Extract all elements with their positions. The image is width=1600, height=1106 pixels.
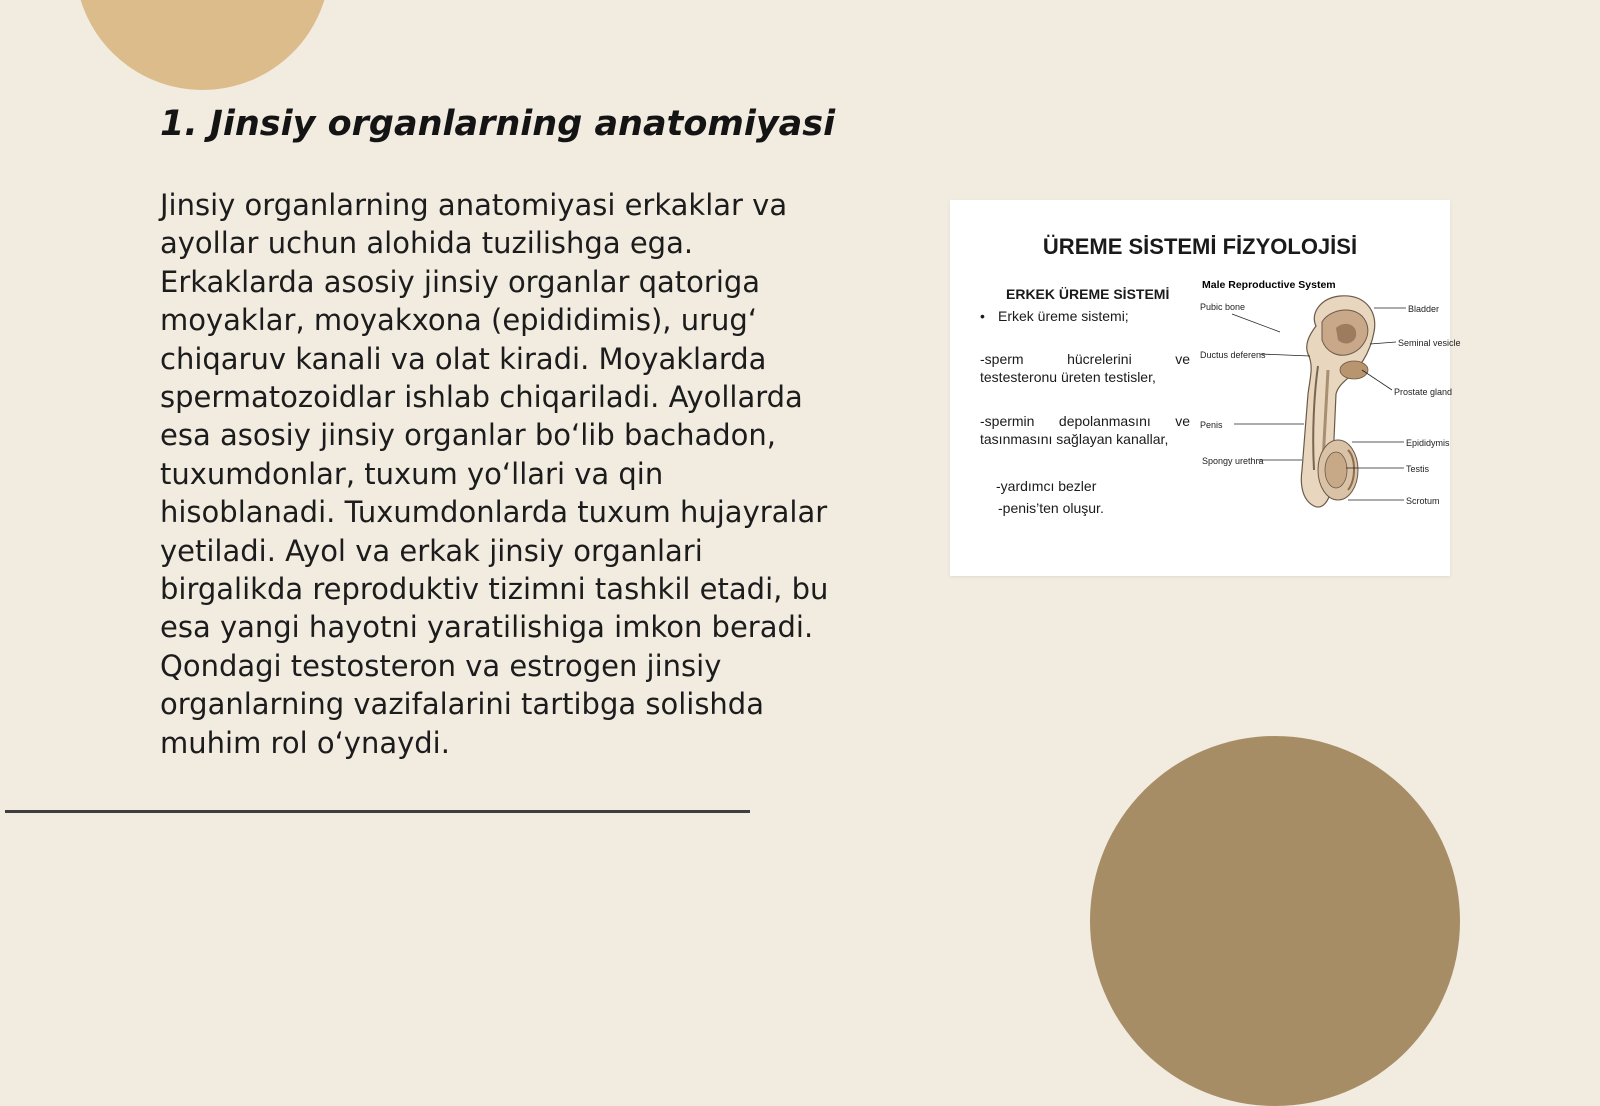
figure-line-1: -yardımcı bezler <box>996 478 1097 494</box>
figure-bullet-text: Erkek üreme sistemi; <box>998 308 1129 324</box>
male-reproductive-diagram <box>1198 274 1461 534</box>
divider-line <box>5 810 750 813</box>
anatomy-illustration <box>1301 296 1374 507</box>
slide-body-text: Jinsiy organlarning anatomiyasi erkaklar va ayollar uchun alohida tuzilishga ega. Erkaklarda asosiy jinsiy organlar qatoriga moyaklar, moyakxona (epididimis), urug‘ chiqaruv kanali va olat kiradi. Moyaklarda spermatozoidlar ishlab chiqariladi. Ayollarda esa asosiy jinsiy organlar bo‘lib bachadon, tuxumdonlar, tuxum yo‘llari va qin hisoblanadi. Tuxumdonlarda tuxum hujayralar yetiladi. Ayol va erkak jinsiy organlari birgalikda reproduktiv tizimni tashkil etadi, bu esa yangi hayotni yaratilishiga imkon beradi. Qondagi testosteron va estrogen jinsiy organlarning vazifalarini tartibga solishda muhim rol o‘ynaydi. <box>160 188 829 760</box>
label-penis: Penis <box>1200 420 1223 430</box>
bullet-icon: • <box>980 308 985 324</box>
figure-line-2: -penis’ten oluşur. <box>998 500 1104 516</box>
label-testis: Testis <box>1406 464 1430 474</box>
label-epididymis: Epididymis <box>1406 438 1450 448</box>
figure-title: ÜREME SİSTEMİ FİZYOLOJİSİ <box>1042 234 1358 259</box>
label-prostate-gland: Prostate gland <box>1394 387 1453 397</box>
figure-subheading: ERKEK ÜREME SİSTEMİ <box>1006 286 1170 302</box>
decorative-circle-bottom <box>1090 736 1460 1106</box>
label-pubic-bone: Pubic bone <box>1200 302 1246 312</box>
slide-title: 1. Jinsiy organlarning anatomiyasi <box>160 104 836 144</box>
decorative-circle-top <box>75 0 330 90</box>
figure-paragraph-2: -spermin depolanmasını ve tasınmasını sağlayan kanallar, <box>980 413 1190 447</box>
reproductive-system-figure <box>950 200 1461 576</box>
label-spongy-urethra: Spongy urethra <box>1202 456 1264 466</box>
diagram-title: Male Reproductive System <box>1202 279 1336 291</box>
figure-bullet <box>980 308 1129 324</box>
label-bladder: Bladder <box>1408 304 1440 314</box>
label-scrotum: Scrotum <box>1406 496 1440 506</box>
label-ductus-deferens: Ductus deferens <box>1200 350 1266 360</box>
label-seminal-vesicle: Seminal vesicle <box>1398 338 1461 348</box>
figure-paragraph-1: -sperm hücrelerini ve testesteronu üreten testisler, <box>980 351 1190 385</box>
